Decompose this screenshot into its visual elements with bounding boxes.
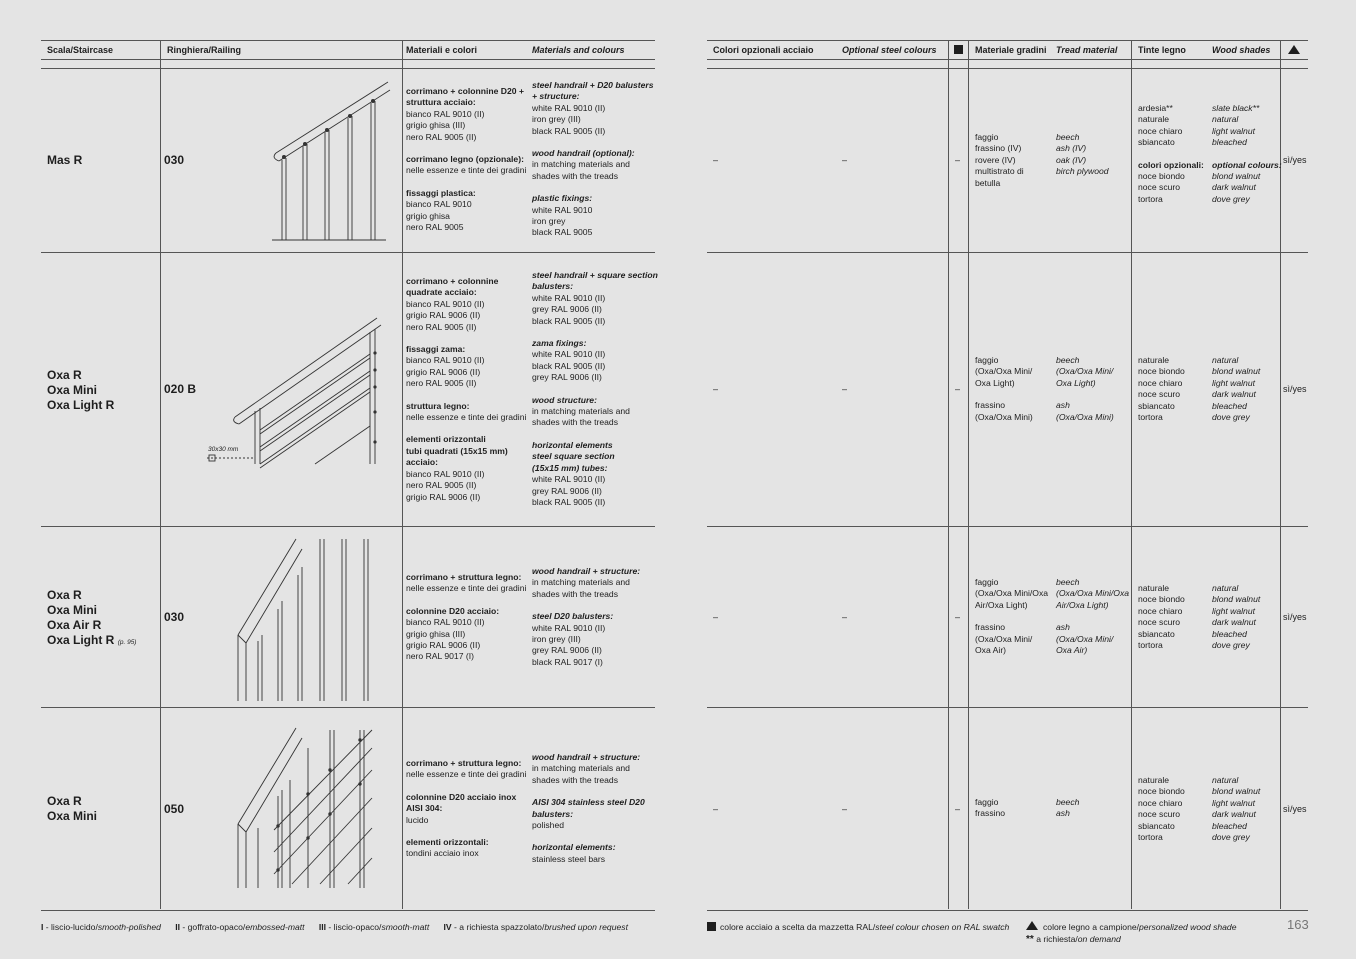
line-text: grigio RAL 9006 (II) <box>406 491 481 502</box>
line-text: dark walnut <box>1212 389 1256 400</box>
line-heading: acciaio: <box>406 457 439 468</box>
line-text: noce chiaro <box>1138 797 1183 808</box>
line-text: noce chiaro <box>1138 377 1183 388</box>
steel-colour-dash: – <box>842 612 848 622</box>
line-text: ash <box>1056 808 1070 819</box>
steel-colour-dash: – <box>713 155 719 165</box>
line-text: nelle essenze e tinte dei gradini <box>406 165 527 176</box>
line-gap <box>532 600 640 611</box>
line-gap <box>406 826 526 837</box>
square-icon <box>954 45 963 54</box>
triangle-icon <box>1026 921 1038 931</box>
line-text: shades with the treads <box>532 417 618 428</box>
tread-en-oxa-030 <box>1056 577 1129 656</box>
line-gap <box>406 177 526 188</box>
line-text: (Oxa/Oxa Mini/ <box>975 366 1033 377</box>
line-heading: steel square section <box>532 451 615 462</box>
line-gap <box>532 831 645 842</box>
materials-en-oxa-050 <box>532 752 645 865</box>
ral-dash: – <box>955 155 961 165</box>
shade-it-mas <box>1138 103 1204 205</box>
line-heading: balusters: <box>532 281 574 292</box>
line-text: Air/Oxa Light) <box>1056 599 1109 610</box>
railing-code: 020 B <box>164 382 197 396</box>
staircase-name: Mas R <box>47 153 83 167</box>
line-heading: corrimano + colonnine D20 + <box>406 86 524 96</box>
line-text: ash (IV) <box>1056 143 1087 154</box>
header-tread-it: Materiale gradini <box>975 45 1047 55</box>
line-text: bleached <box>1212 400 1247 411</box>
railing-drawing-oxa-050 <box>232 724 380 890</box>
shade-it-oxa-050 <box>1138 775 1185 843</box>
line-heading: wood handrail (optional): <box>532 148 635 159</box>
line-text: light walnut <box>1212 125 1255 136</box>
line-text: frassino <box>975 400 1006 411</box>
materials-it-mas <box>406 86 526 233</box>
line-text: bleached <box>1212 137 1247 148</box>
line-text: nero RAL 9005 (II) <box>406 378 477 389</box>
line-text: shades with the treads <box>532 170 618 181</box>
line-text: dove grey <box>1212 193 1250 204</box>
line-text: bleached <box>1212 820 1247 831</box>
line-text: blond walnut <box>1212 366 1261 377</box>
shade-en-oxa-050 <box>1212 775 1260 843</box>
line-text: black RAL 9005 (II) <box>532 315 606 326</box>
line-heading: elementi orizzontali <box>406 434 486 445</box>
line-gap <box>1056 389 1114 400</box>
line-heading: colori opzionali: <box>1138 159 1204 170</box>
line-text: grey RAL 9006 (II) <box>532 485 602 496</box>
line-gap <box>532 137 654 148</box>
line-heading: steel handrail + square section <box>532 270 658 280</box>
line-text: grigio ghisa (III) <box>406 628 466 639</box>
line-text: lucido <box>406 814 429 825</box>
steel-colour-dash: – <box>713 612 719 622</box>
line-text: blond walnut <box>1212 171 1261 182</box>
line-heading: steel D20 balusters: <box>532 611 614 622</box>
line-gap <box>532 327 658 338</box>
ral-dash: – <box>955 804 961 814</box>
line-text: (Oxa/Oxa Mini) <box>1056 411 1114 422</box>
line-text: tortora <box>1138 412 1163 423</box>
line-text: beech <box>1056 132 1080 142</box>
line-text: sbiancato <box>1138 628 1175 639</box>
line-text: Oxa Air) <box>975 645 1007 656</box>
line-text: tortora <box>1138 640 1163 651</box>
line-heading: horizontal elements: <box>532 842 616 853</box>
line-text: black RAL 9005 (II) <box>532 496 606 507</box>
legend-on-demand: ** a richiesta/on demand <box>1026 934 1121 945</box>
line-text: nelle essenze e tinte dei gradini <box>406 769 527 780</box>
line-text: dove grey <box>1212 412 1250 423</box>
line-text: nero RAL 9005 <box>406 222 464 233</box>
line-text: in matching materials and <box>532 159 630 170</box>
header-steel-it: Colori opzionali acciaio <box>713 45 814 55</box>
line-text: stainless steel bars <box>532 853 606 864</box>
shade-en-oxa-030 <box>1212 583 1260 651</box>
legend-wood-shade: colore legno a campione/personalized wood shade <box>1043 922 1237 932</box>
line-text: (Oxa/Oxa Mini/ <box>1056 633 1114 644</box>
line-text: bianco RAL 9010 (II) <box>406 298 485 309</box>
line-heading: struttura acciaio: <box>406 97 476 108</box>
railing-code: 050 <box>164 802 185 816</box>
line-gap <box>406 143 526 154</box>
line-heading: fissaggi zama: <box>406 344 466 355</box>
line-text: Oxa Air) <box>1056 645 1088 656</box>
line-gap <box>532 384 658 395</box>
line-text: (Oxa/Oxa Mini/Oxa <box>1056 588 1130 599</box>
line-text: multistrato di <box>975 166 1024 177</box>
line-text: ardesia** <box>1138 103 1173 113</box>
line-text: faggio <box>975 577 999 587</box>
line-text: grey RAL 9006 (II) <box>532 372 602 383</box>
line-text: betulla <box>975 177 1001 188</box>
line-text: white RAL 9010 (II) <box>532 349 606 360</box>
line-text: natural <box>1212 355 1239 365</box>
line-text: black RAL 9005 (II) <box>532 360 606 371</box>
line-heading: corrimano + struttura legno: <box>406 758 522 768</box>
square-icon <box>707 922 716 931</box>
materials-en-oxa-030 <box>532 566 640 668</box>
line-text: grigio ghisa <box>406 210 450 221</box>
line-text: dark walnut <box>1212 617 1256 628</box>
line-text: tondini acciaio inox <box>406 848 479 859</box>
line-text: bleached <box>1212 628 1247 639</box>
line-text: iron grey <box>532 216 566 227</box>
line-text: naturale <box>1138 775 1170 785</box>
line-heading: plastic fixings: <box>532 193 593 204</box>
steel-colour-dash: – <box>842 384 848 394</box>
personalized-shade-yes: sì/yes <box>1283 155 1307 165</box>
line-text: light walnut <box>1212 605 1255 616</box>
line-text: in matching materials and <box>532 763 630 774</box>
line-text: black RAL 9005 (II) <box>532 125 606 136</box>
line-heading: horizontal elements <box>532 439 613 450</box>
line-heading: struttura legno: <box>406 400 470 411</box>
steel-colour-dash: – <box>842 155 848 165</box>
line-text: faggio <box>975 355 999 365</box>
line-text: slate black** <box>1212 103 1260 113</box>
line-text: sbiancato <box>1138 137 1175 148</box>
line-text: natural <box>1212 114 1239 125</box>
line-text: (Oxa/Oxa Mini/ <box>1056 366 1114 377</box>
line-text: birch plywood <box>1056 166 1109 177</box>
tread-it-mas <box>975 132 1024 189</box>
line-text: shades with the treads <box>532 774 618 785</box>
line-text: noce scuro <box>1138 617 1181 628</box>
line-heading: elementi orizzontali: <box>406 837 489 848</box>
line-text: dark walnut <box>1212 809 1256 820</box>
line-heading: wood structure: <box>532 394 597 405</box>
line-gap <box>406 390 526 401</box>
line-text: grigio RAL 9006 (II) <box>406 366 481 377</box>
line-text: beech <box>1056 355 1080 365</box>
line-text: noce scuro <box>1138 182 1181 193</box>
materials-en-mas <box>532 80 654 239</box>
line-text: beech <box>1056 797 1080 807</box>
railing-code: 030 <box>164 153 185 167</box>
railing-code: 030 <box>164 610 185 624</box>
line-text: noce biondo <box>1138 171 1185 182</box>
tread-en-oxa-020b <box>1056 355 1114 423</box>
line-text: bianco RAL 9010 (II) <box>406 108 485 119</box>
line-text: white RAL 9010 (II) <box>532 474 606 485</box>
line-text: noce chiaro <box>1138 605 1183 616</box>
line-gap <box>406 781 526 792</box>
line-text: grey RAL 9006 (II) <box>532 645 602 656</box>
line-text: Oxa Light) <box>975 377 1015 388</box>
line-text: polished <box>532 820 565 831</box>
line-text: naturale <box>1138 355 1170 365</box>
tread-it-oxa-050 <box>975 797 1005 820</box>
line-gap <box>532 182 654 193</box>
line-text: frassino <box>975 808 1006 819</box>
line-text: beech <box>1056 577 1080 587</box>
line-text: frassino (IV) <box>975 143 1022 154</box>
line-text: nero RAL 9017 (I) <box>406 651 474 662</box>
line-text: (Oxa/Oxa Mini) <box>975 411 1033 422</box>
shade-it-oxa-030 <box>1138 583 1185 651</box>
line-text: black RAL 9017 (I) <box>532 656 603 667</box>
tread-it-oxa-020b <box>975 355 1033 423</box>
line-text: bianco RAL 9010 (II) <box>406 468 485 479</box>
tread-en-mas <box>1056 132 1109 178</box>
header-steel-en: Optional steel colours <box>842 45 937 55</box>
line-heading: steel handrail + D20 balusters <box>532 80 654 90</box>
line-text: grigio RAL 9006 (II) <box>406 310 481 321</box>
line-text: noce scuro <box>1138 389 1181 400</box>
line-text: dove grey <box>1212 640 1250 651</box>
shade-en-oxa-020b <box>1212 355 1260 423</box>
line-text: blond walnut <box>1212 594 1261 605</box>
personalized-shade-yes: sì/yes <box>1283 804 1307 814</box>
steel-colour-dash: – <box>842 804 848 814</box>
line-text: grey RAL 9006 (II) <box>532 304 602 315</box>
line-text: light walnut <box>1212 797 1255 808</box>
line-heading: corrimano legno (opzionale): <box>406 154 524 165</box>
line-heading: fissaggi plastica: <box>406 187 476 198</box>
header-railing: Ringhiera/Railing <box>167 45 242 55</box>
header-shade-en: Wood shades <box>1212 45 1271 55</box>
materials-en-oxa-020b <box>532 270 658 508</box>
header-materials-it: Materiali e colori <box>406 45 478 55</box>
personalized-shade-yes: sì/yes <box>1283 612 1307 622</box>
legend-finish: I - liscio-lucido/smooth-polished II - goffrato-opaco/embossed-matt III - liscio-opaco/smooth-matt IV - a richiesta spazzolato/brushed upon request <box>41 922 628 932</box>
line-text: (Oxa/Oxa Mini/Oxa <box>975 588 1049 599</box>
line-heading: wood handrail + structure: <box>532 752 641 762</box>
line-heading: corrimano + struttura legno: <box>406 572 522 582</box>
line-gap <box>1212 149 1282 160</box>
line-heading: quadrate acciaio: <box>406 287 477 298</box>
line-text: ash <box>1056 400 1070 411</box>
ral-dash: – <box>955 612 961 622</box>
line-text: noce biondo <box>1138 366 1185 377</box>
line-text: noce chiaro <box>1138 125 1183 136</box>
materials-it-oxa-050 <box>406 758 526 860</box>
line-heading: corrimano + colonnine <box>406 276 499 286</box>
line-text: nelle essenze e tinte dei gradini <box>406 412 527 423</box>
steel-colour-dash: – <box>713 804 719 814</box>
line-text: grigio ghisa (III) <box>406 120 466 131</box>
line-text: natural <box>1212 583 1239 593</box>
line-text: white RAL 9010 (II) <box>532 102 606 113</box>
materials-it-oxa-020b <box>406 276 526 503</box>
line-text: bianco RAL 9010 (II) <box>406 355 485 366</box>
materials-it-oxa-030 <box>406 572 526 663</box>
line-text: Oxa Light) <box>1056 377 1096 388</box>
line-heading: tubi quadrati (15x15 mm) <box>406 445 508 456</box>
line-heading: zama fixings: <box>532 338 587 349</box>
page-number: 163 <box>1287 917 1309 932</box>
staircase-name: Oxa R Oxa Mini Oxa Air R Oxa Light R (p. 95) <box>47 588 137 647</box>
line-text: white RAL 9010 (II) <box>532 622 606 633</box>
line-text: dark walnut <box>1212 182 1256 193</box>
line-gap <box>406 423 526 434</box>
staircase-name: Oxa R Oxa Mini <box>47 794 98 823</box>
line-text: tortora <box>1138 193 1163 204</box>
dimension-label: 30x30 mm <box>208 446 239 453</box>
legend-steel-colour: colore acciaio a scelta da mazzetta RAL/steel colour chosen on RAL swatch <box>720 922 1010 932</box>
line-text: Air/Oxa Light) <box>975 599 1028 610</box>
line-text: faggio <box>975 132 999 142</box>
header-shade-it: Tinte legno <box>1138 45 1186 55</box>
header-tread-en: Tread material <box>1056 45 1118 55</box>
steel-colour-dash: – <box>713 384 719 394</box>
railing-drawing-oxa-030 <box>232 535 377 703</box>
shade-en-mas <box>1212 103 1282 205</box>
line-gap <box>975 389 1033 400</box>
line-text: nelle essenze e tinte dei gradini <box>406 583 527 594</box>
line-text: noce biondo <box>1138 594 1185 605</box>
line-heading: optional colours: <box>1212 159 1282 170</box>
shade-it-oxa-020b <box>1138 355 1185 423</box>
line-text: noce biondo <box>1138 786 1185 797</box>
line-gap <box>406 333 526 344</box>
line-gap <box>406 595 526 606</box>
tread-it-oxa-030 <box>975 577 1048 656</box>
railing-drawing-oxa-020b <box>205 312 395 468</box>
staircase-name: Oxa R Oxa Mini Oxa Light R <box>47 368 115 412</box>
line-text: sbiancato <box>1138 820 1175 831</box>
personalized-shade-yes: sì/yes <box>1283 384 1307 394</box>
line-text: faggio <box>975 797 999 807</box>
triangle-icon <box>1288 45 1300 55</box>
line-text: frassino <box>975 622 1006 633</box>
ral-dash: – <box>955 384 961 394</box>
line-text: sbiancato <box>1138 400 1175 411</box>
header-materials-en: Materials and colours <box>532 45 625 55</box>
line-gap <box>532 429 658 440</box>
railing-drawing-mas <box>268 78 393 242</box>
line-text: in matching materials and <box>532 406 630 417</box>
line-text: natural <box>1212 775 1239 785</box>
line-heading: wood handrail + structure: <box>532 566 641 576</box>
line-text: (Oxa/Oxa Mini/ <box>975 633 1033 644</box>
line-text: white RAL 9010 <box>532 204 593 215</box>
line-text: naturale <box>1138 114 1170 125</box>
line-gap <box>1138 149 1204 160</box>
line-heading: colonnine D20 acciaio inox <box>406 791 517 802</box>
line-gap <box>975 611 1048 622</box>
line-heading: + structure: <box>532 91 580 102</box>
line-text: iron grey (III) <box>532 114 581 125</box>
tread-en-oxa-050 <box>1056 797 1079 820</box>
line-text: blond walnut <box>1212 786 1261 797</box>
line-text: naturale <box>1138 583 1170 593</box>
line-text: iron grey (III) <box>532 634 581 645</box>
line-text: in matching materials and <box>532 577 630 588</box>
line-gap <box>1056 611 1129 622</box>
line-text: white RAL 9010 (II) <box>532 292 606 303</box>
line-heading: AISI 304: <box>406 803 443 814</box>
line-text: noce scuro <box>1138 809 1181 820</box>
line-text: nero RAL 9005 (II) <box>406 480 477 491</box>
header-staircase: Scala/Staircase <box>47 45 114 55</box>
line-text: oak (IV) <box>1056 154 1087 165</box>
line-text: rovere (IV) <box>975 154 1016 165</box>
line-text: dove grey <box>1212 832 1250 843</box>
line-text: light walnut <box>1212 377 1255 388</box>
line-text: grigio RAL 9006 (II) <box>406 640 481 651</box>
line-heading: balusters: <box>532 808 574 819</box>
line-text: ash <box>1056 622 1070 633</box>
line-text: black RAL 9005 <box>532 227 593 238</box>
line-text: shades with the treads <box>532 588 618 599</box>
line-heading: colonnine D20 acciaio: <box>406 605 500 616</box>
line-text: tortora <box>1138 832 1163 843</box>
line-text: bianco RAL 9010 <box>406 199 472 210</box>
line-heading: (15x15 mm) tubes: <box>532 462 608 473</box>
line-gap <box>532 786 645 797</box>
line-heading: AISI 304 stainless steel D20 <box>532 797 645 808</box>
line-text: bianco RAL 9010 (II) <box>406 617 485 628</box>
line-text: nero RAL 9005 (II) <box>406 321 477 332</box>
line-text: nero RAL 9005 (II) <box>406 131 477 142</box>
